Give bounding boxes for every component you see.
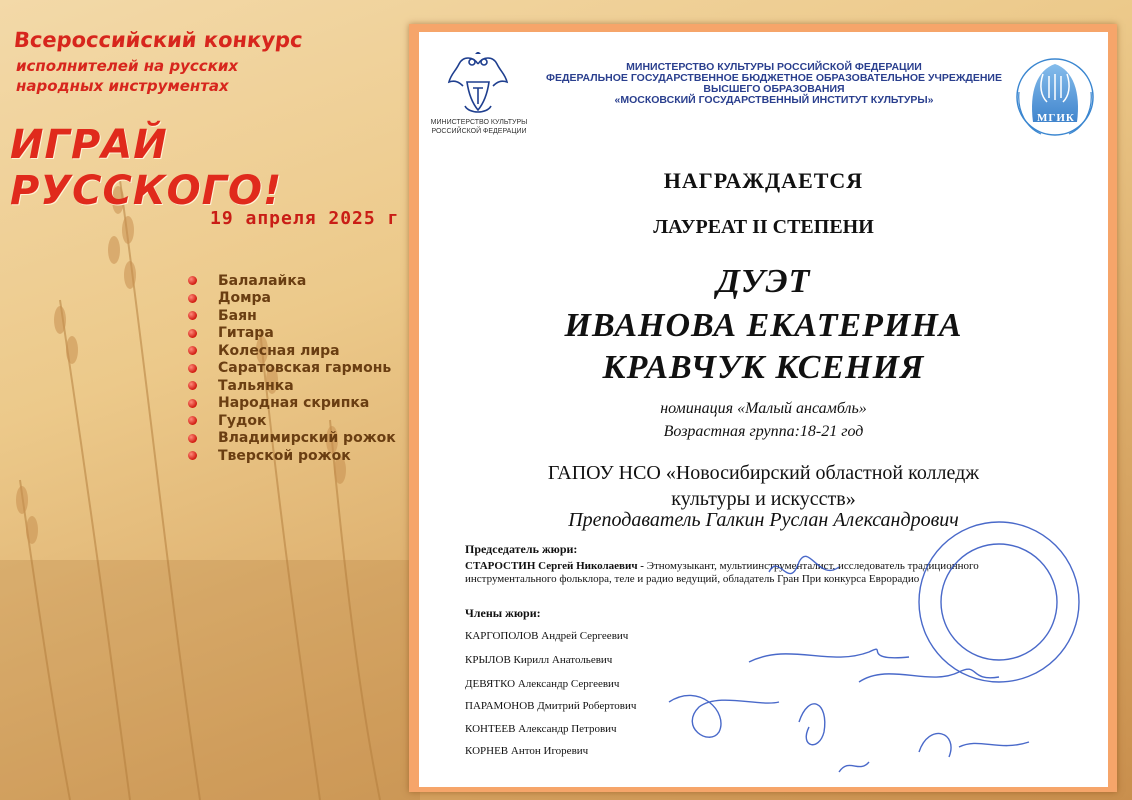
bullet-icon [188, 329, 197, 338]
jury-member: КОРНЕВ Антон Игоревич [465, 745, 589, 757]
institution: ГАПОУ НСО «Новосибирский областной колледж культуры и искусств» [547, 462, 980, 510]
signature-5 [919, 733, 1029, 757]
jury-member: КОНТЕЕВ Александр Петрович [465, 723, 617, 735]
signature-2 [859, 669, 999, 682]
age-group: Возрастная группа:18-21 год [663, 423, 864, 440]
org-line: ФЕДЕРАЛЬНОЕ ГОСУДАРСТВЕННОЕ БЮДЖЕТНОЕ ОБРАЗОВАТЕЛЬНОЕ УЧРЕЖДЕНИЕ [546, 72, 1002, 84]
contest-title: Всероссийский конкурс [12, 28, 304, 52]
contest-slogan: ИГРАЙ РУССКОГО! [10, 122, 283, 214]
jury-chair-heading: Председатель жюри: [465, 542, 578, 556]
seal-outer-ring [919, 522, 1079, 682]
jury-chair-name: СТАРОСТИН Сергей Николаевич - [465, 560, 644, 572]
teacher: Преподаватель Галкин Руслан Александрович [568, 509, 959, 531]
signature-4 [799, 704, 825, 745]
organization-header [529, 62, 1019, 106]
signature-1 [749, 649, 909, 662]
instrument-item: Баян [188, 307, 396, 325]
bullet-icon [188, 416, 197, 425]
org-line: МИНИСТЕРСТВО КУЛЬТУРЫ РОССИЙСКОЙ ФЕДЕРАЦИИ [626, 61, 922, 73]
instrument-item: Гудок [188, 412, 396, 430]
signature-3 [669, 695, 779, 737]
instrument-item: Балалайка [188, 272, 396, 290]
org-line: ВЫСШЕГО ОБРАЗОВАНИЯ [703, 83, 845, 95]
chair-signature [769, 556, 839, 573]
jury-members-heading: Члены жюри: [465, 606, 541, 620]
awarded-heading: НАГРАЖДАЕТСЯ [663, 168, 864, 193]
jury-member: КАРГОПОЛОВ Андрей Сергеевич [465, 630, 629, 642]
instrument-item: Тверской рожок [188, 447, 396, 465]
signatures-and-seal [659, 512, 1099, 782]
instrument-item: Владимирский рожок [188, 430, 396, 448]
event-date: 19 апреля 2025 г [210, 208, 400, 229]
bullet-icon [188, 346, 197, 355]
jury-member: ПАРАМОНОВ Дмитрий Робертович [465, 700, 637, 712]
bullet-icon [188, 434, 197, 443]
mgik-logo-icon [1011, 52, 1099, 142]
contest-info-panel [0, 0, 420, 800]
instrument-item: Саратовская гармонь [188, 360, 396, 378]
org-line: «МОСКОВСКИЙ ГОСУДАРСТВЕННЫЙ ИНСТИТУТ КУЛЬТУРЫ» [614, 94, 934, 106]
contest-subtitle: исполнителей на русских народных инструментах [16, 57, 239, 95]
instrument-item: Колесная лира [188, 342, 396, 360]
jury-member: ДЕВЯТКО Александр Сергеевич [465, 678, 620, 690]
award-degree: ЛАУРЕАТ II СТЕПЕНИ [653, 216, 874, 238]
signature-6 [839, 762, 869, 772]
instrument-item: Народная скрипка [188, 395, 396, 413]
bullet-icon [188, 364, 197, 373]
recipient-line: ДУЭТ [716, 263, 811, 300]
instrument-item: Домра [188, 290, 396, 308]
jury-chair-description: Этномузыкант, мультиинструменталист, исследователь традиционного инструментального фольклора, теле и радио ведущий, обладатель Гран При конкурса Еврорадио [465, 560, 979, 585]
bullet-icon [188, 276, 197, 285]
bullet-icon [188, 451, 197, 460]
mgik-logo-text: МГИК [1037, 112, 1075, 124]
bullet-icon [188, 311, 197, 320]
certificate [419, 32, 1108, 787]
instrument-item: Гитара [188, 325, 396, 343]
recipient-line: КРАВЧУК КСЕНИЯ [602, 349, 925, 386]
jury-member: КРЫЛОВ Кирилл Анатольевич [465, 654, 613, 666]
seal-inner-ring [941, 544, 1057, 660]
instrument-item: Тальянка [188, 377, 396, 395]
emblem-caption: МИНИСТЕРСТВО КУЛЬТУРЫ РОССИЙСКОЙ ФЕДЕРАЦИИ [430, 119, 528, 135]
bullet-icon [188, 399, 197, 408]
bullet-icon [188, 381, 197, 390]
nomination: номинация «Малый ансамбль» [660, 400, 867, 417]
recipient-line: ИВАНОВА ЕКАТЕРИНА [564, 307, 963, 344]
bullet-icon [188, 294, 197, 303]
coat-of-arms-icon [447, 52, 509, 122]
instrument-list [188, 272, 396, 465]
